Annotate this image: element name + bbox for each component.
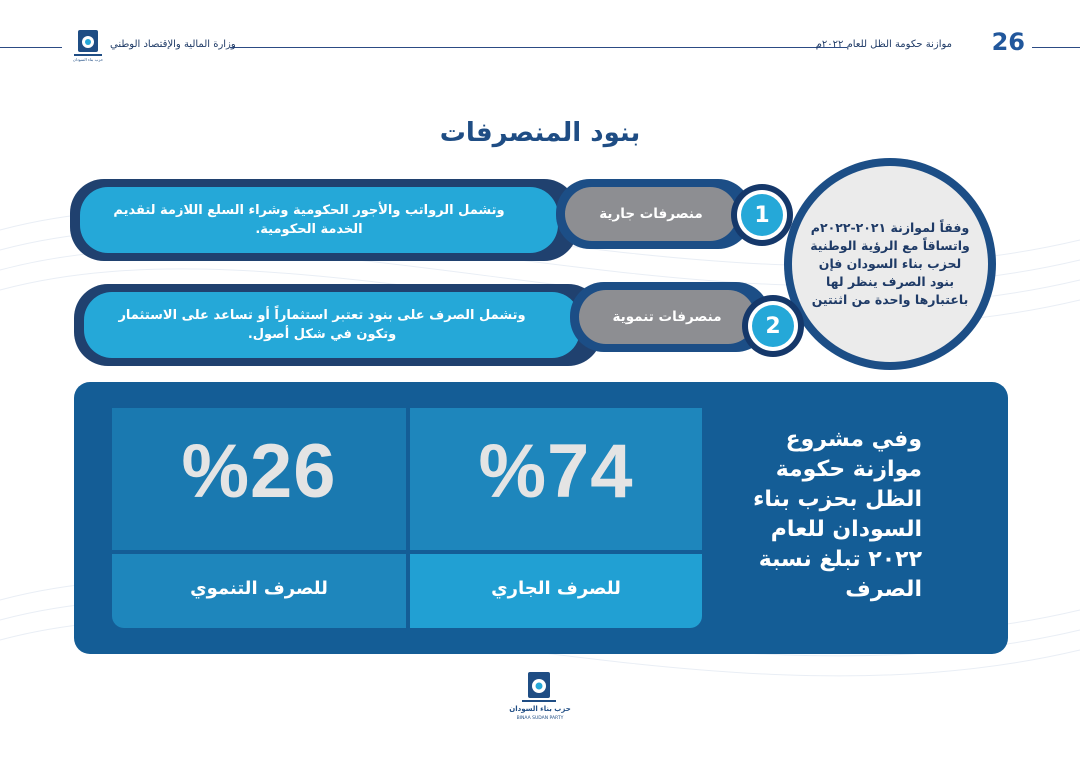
summary-text: وفي مشروع موازنة حكومة الظل بحزب بناء السودان للعام ٢٠٢٢ تبلغ نسبة الصرف [753, 427, 922, 602]
item-1-category: منصرفات جارية [565, 187, 737, 241]
intro-text: وفقاً لموازنة ٢٠٢١-٢٠٢٢م واتساقاً مع الرؤية الوطنية لحزب بناء السودان فإن بنود الصرف ينظر لها باعتبارها واحدة من اثنتين [792, 166, 988, 362]
page-title: بنود المنصرفات [439, 118, 641, 148]
svg-text:حزب بناء السودان: حزب بناء السودان [509, 705, 571, 713]
header-line-right [1032, 47, 1080, 48]
item-2-category: منصرفات تنموية [579, 290, 755, 344]
development-label: للصرف التنموي [190, 578, 328, 599]
current-percentage: %74 [478, 429, 634, 514]
svg-text:حزب بناء السودان: حزب بناء السودان [72, 57, 104, 62]
party-logo-footer-icon [504, 670, 576, 722]
item-1-description: وتشمل الرواتب والأجور الحكومية وشراء السلع اللازمة لتقديم الخدمة الحكومية. [80, 187, 558, 253]
item-1-number-badge [731, 184, 793, 246]
item-1-number: 1 [741, 194, 783, 236]
item-2-number: 2 [752, 305, 794, 347]
item-2-number-badge [742, 295, 804, 357]
party-logo-icon [70, 28, 106, 64]
item-2-description: وتشمل الصرف على بنود تعتبر استثماراً أو تساعد على الاستثمار وتكون في شكل أصول. [84, 292, 580, 358]
current-label: للصرف الجاري [491, 578, 621, 599]
svg-text:BINAA SUDAN PARTY: BINAA SUDAN PARTY [516, 716, 564, 721]
header-line-middle [230, 47, 847, 48]
page-number: 26 [991, 28, 1025, 56]
intro-circle [784, 158, 996, 370]
ministry-name: وزارة المالية والإقتصاد الوطني [110, 39, 236, 50]
budget-title: موازنة حكومة الظل للعام ٢٠٢٢م [815, 39, 952, 50]
development-percentage: %26 [181, 429, 337, 514]
header-line-left [0, 47, 62, 48]
